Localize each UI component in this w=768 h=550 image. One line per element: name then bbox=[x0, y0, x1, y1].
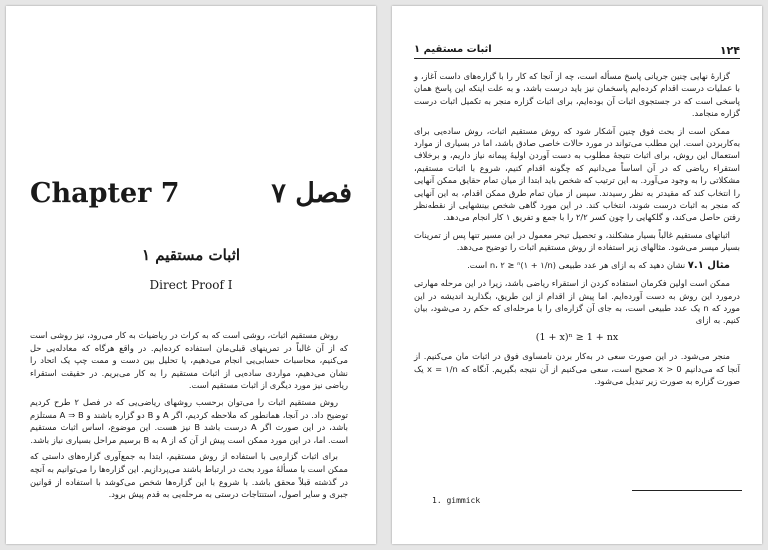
footnote: 1. gimmick bbox=[432, 496, 481, 505]
left-paragraph-2: روش مستقیم اثبات را می‌توان برحسب روشهای ریاضی‌یی که در فصل ۲ طرح کردیم توضیح داد. در آنجا، همانطور که ملاحظه کردیم، اگر A و B دو گزاره باشند و A ⇒ B مستلزم باشد، در این صورت اگر A درست باشد B نیز هست. این موضوع، اساس اثبات مستقیم است. اما، در این مورد ممکن است پیش از آن که از A به B برسیم مراحل بسیاری نیاز باشد. bbox=[30, 396, 348, 445]
inequality-formula: (1 + x)ⁿ ≥ 1 + nx bbox=[535, 331, 619, 343]
section-title-fa: اثبات مستقیم ۱ bbox=[141, 246, 241, 264]
right-paragraph-2: ممکن است از بحث فوق چنین آشکار شود که روش مستقیم اثبات، روش ساده‌یی برای به‌کاربردن است. این مطلب می‌تواند در مورد حالات خاصی صادق باشد، اما در بسیاری از موارد استعمال این روش، برای اثبات نتیجهٔ مطلوب به دست آوردن اولیهٔ پیمانه نیاز داریم، و برخلاف استقراء ریاضی که در آن اساساً می‌دانیم که چگونه اقدام کنیم، شروع با اثبات مستقیم، مشکلاتی را به وجود می‌آورد. به این ترتیب که شخص باید ابتدا از میان تمام حقایق ممکن آنهایی را انتخاب کند که مقیدتر به نظر رسیدند. سپس از میان تمام طرق ممکن اقدام، به این آنهایی که منجر به اثبات درست شوند، انتخاب کند. در این مورد گاهی شخص بینشهایی از نقطه‌نظر رفتن حاصل می‌کند، و گلکهایی را چون کسر ۲/۲ را با جمع و تفریق ۱ کار انجام می‌دهد. bbox=[414, 125, 740, 223]
footnote-divider bbox=[632, 490, 742, 491]
left-body-text bbox=[30, 329, 348, 505]
right-paragraph-5: منجر می‌شود. در این صورت سعی در به‌کار بردن نامساوی فوق در اثبات مان می‌کنیم. از آنجا که می‌دانیم x > 0 صحیح است، سعی می‌کنیم از آن نتیجه بگیریم. آنگاه که x = ۱/n یک صورت گزاره به صورت زیر تبدیل می‌شود. bbox=[414, 351, 740, 386]
chapter-heading bbox=[30, 178, 352, 214]
right-body-text bbox=[414, 70, 740, 392]
chapter-title-en: Chapter 7 bbox=[30, 178, 180, 209]
running-title: اثبات مستقیم ۱ bbox=[414, 44, 492, 55]
running-header bbox=[414, 44, 740, 59]
example-label: مثال ۷.۱ bbox=[687, 259, 730, 271]
example-statement: نشان دهید که به ازای هر عدد طبیعی n، ۲ ≥ ⁿ(۱ + ۱/n) است. bbox=[467, 259, 686, 270]
page-number: ۱۲۴ bbox=[719, 44, 740, 57]
example-block bbox=[414, 259, 740, 272]
chapter-title-fa: فصل ۷ bbox=[271, 178, 352, 209]
section-title-en: Direct Proof I bbox=[149, 278, 233, 292]
left-paragraph-3: برای اثبات گزاره‌یی با استفاده از روش مستقیم، ابتدا به جمع‌آوری گزاره‌های داستی که ممکن است با مسألهٔ مورد بحث در ارتباط باشند می‌پردازیم. این گزاره‌ها را می‌توانیم به آنچه در گذشته قبلاً محقق باشد. با شروع با این گزاره‌ها شخص می‌کوشد با استفاده از قوانین جبری و سایر اصول، استنتاجات درستی به مرحله‌یی به قدم پیش برود. bbox=[30, 451, 348, 500]
right-page bbox=[392, 6, 762, 544]
right-paragraph-4: ممکن است اولین فکرمان استفاده کردن از استقراء ریاضی باشد، زیرا در این مرحله مهارتی درمورد این روش به دست آورده‌ایم. اما پیش از اقدام از این طریق، بگذارید اندیشه در این مورد که n یک عدد طبیعی است، به جای آن گزاره‌ای را با مرحله‌ای که حکم رد می‌شود، بیان کنیم. به ازای bbox=[414, 278, 740, 326]
right-paragraph-1: گزارهٔ نهایی چنین جریانی پاسخ مسأله است، چه از آنجا که کار را با گزاره‌های داست آغاز، و با عملیات درست اقدام کرده‌ایم پاسخمان نیز باید درست باشد، و به علت اینکه این پاسخ همان پاسخی است که در جستجوی اثبات آن بوده‌ایم، برای اثبات گزاره منجر به تکمیل اثبات درست گزاره منجامد. bbox=[414, 71, 740, 119]
right-paragraph-3: اثباتهای مستقیم غالباً بسیار مشکلند، و تحصیل تبحر معمول در این مسیر تنها پس از تمرینات بسیار میسر می‌شود. مثالهای زیر استفاده از روش مستقیم اثبات را توضیح می‌دهد. bbox=[414, 229, 740, 253]
left-paragraph-1: روش مستقیم اثبات، روشی است که به کرات در ریاضیات به کار می‌رود، نیز روشی است که از آن غالباً در تمرینهای قبلی‌مان استفاده کرده‌ایم. در واقع هرگاه که معادله‌یی حل می‌کنیم، محاسبات حسابی‌یی انجام می‌دهیم، یا تحلیل بین دست و ممت چپ یک اتحاد را نشان می‌دهیم، مواردی ساده‌یی از اثبات مستقیم را به کار می‌بریم. در حقیقت استقراء ریاضی نیز مورد دیگری از اثبات مستقیم است. bbox=[30, 330, 348, 391]
left-page bbox=[6, 6, 376, 544]
